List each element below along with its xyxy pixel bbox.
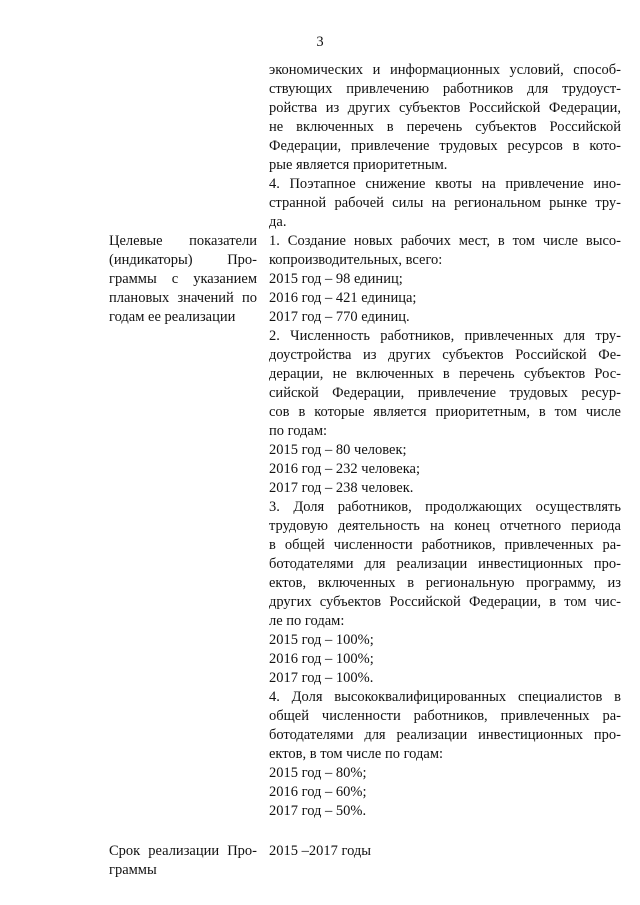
targets-line: по годам: xyxy=(269,423,328,439)
targets-line: доустройства из других субъектов Российской Фе- xyxy=(269,347,621,363)
targets-line: 2017 год – 100%. xyxy=(269,670,374,686)
term-value: 2015 –2017 годы xyxy=(269,843,372,859)
targets-label-line: плановых значений по xyxy=(109,290,257,306)
targets-line: сийской Федерации, привлечение трудовых ресур- xyxy=(269,385,621,401)
intro-line: рые является приоритетным. xyxy=(269,157,448,173)
targets-line: ле по годам: xyxy=(269,613,345,629)
targets-line: ектов, в том числе по годам: xyxy=(269,746,444,762)
targets-line: 2017 год – 770 единиц. xyxy=(269,309,410,325)
targets-line: сов в которые является приоритетным, в том числе xyxy=(269,404,621,420)
targets-line: других субъектов Российской Федерации, в том чис- xyxy=(269,594,621,610)
intro-line: экономических и информационных условий, способ- xyxy=(269,62,621,78)
targets-line: 2016 год – 232 человека; xyxy=(269,461,420,477)
intro-line: Федерации, привлечение трудовых ресурсов в кото- xyxy=(269,138,621,154)
targets-line: 2015 год – 80%; xyxy=(269,765,367,781)
targets-line: 2016 год – 60%; xyxy=(269,784,367,800)
targets-label-line: Целевые показатели xyxy=(109,233,257,249)
intro-line: да. xyxy=(269,214,287,230)
targets-line: дерации, не включенных в перечень субъектов Рос- xyxy=(269,366,621,382)
targets-line: 2. Численность работников, привлеченных для тру- xyxy=(269,328,621,344)
targets-label-line: годам ее реализации xyxy=(109,309,236,325)
targets-line: трудовую деятельность на конец отчетного периода xyxy=(269,518,621,534)
targets-line: ектов, включенных в региональную программу, из xyxy=(269,575,621,591)
intro-line: ствующих привлечению работников для трудоуст- xyxy=(269,81,621,97)
intro-line: ройства из других субъектов Российской Федерации, xyxy=(269,100,621,116)
targets-label-line: (индикаторы) Про- xyxy=(109,252,257,268)
targets-line: ботодателями для реализации инвестиционных про- xyxy=(269,727,621,743)
targets-label-line: граммы с указанием xyxy=(109,271,257,287)
intro-line: не включенных в перечень субъектов Российской xyxy=(269,119,621,135)
term-label-line: граммы xyxy=(109,862,157,878)
targets-line: копроизводительных, всего: xyxy=(269,252,443,268)
targets-line: общей численности работников, привлеченных ра- xyxy=(269,708,621,724)
targets-line: 2015 год – 80 человек; xyxy=(269,442,407,458)
targets-line: 1. Создание новых рабочих мест, в том числе высо- xyxy=(269,233,621,249)
page-number: 3 xyxy=(316,34,324,50)
targets-line: 2017 год – 238 человек. xyxy=(269,480,414,496)
targets-line: 2016 год – 100%; xyxy=(269,651,374,667)
targets-line: в общей численности работников, привлеченных ра- xyxy=(269,537,621,553)
targets-line: ботодателями для реализации инвестиционных про- xyxy=(269,556,621,572)
targets-line: 2016 год – 421 единица; xyxy=(269,290,417,306)
intro-line: странной рабочей силы на региональном рынке тру- xyxy=(269,195,621,211)
intro-line: 4. Поэтапное снижение квоты на привлечение ино- xyxy=(269,176,621,192)
targets-line: 2017 год – 50%. xyxy=(269,803,367,819)
targets-line: 2015 год – 100%; xyxy=(269,632,374,648)
term-label-line: Срок реализации Про- xyxy=(109,843,257,859)
targets-line: 2015 год – 98 единиц; xyxy=(269,271,403,287)
targets-line: 4. Доля высококвалифицированных специалистов в xyxy=(269,689,621,705)
targets-line: 3. Доля работников, продолжающих осуществлять xyxy=(269,499,621,515)
